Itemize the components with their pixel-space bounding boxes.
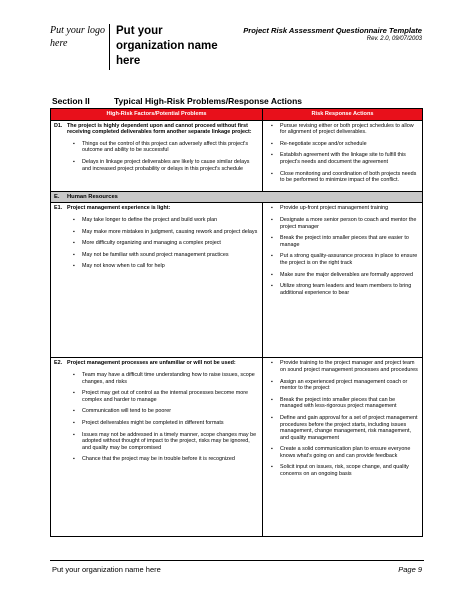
page-number: Page 9 <box>398 565 422 574</box>
question-text: Project management processes are unfamiliar or will not be used: <box>67 360 236 367</box>
document-revision: Rev. 2.0, 09/07/2003 <box>366 36 422 42</box>
list-item: ▪ Create a solid communication plan to ensure everyone knows what's going on and can provide feedback <box>266 446 419 459</box>
list-item: ▪ Designate a more senior person to coach and mentor the project manager <box>266 217 419 230</box>
question-d1 <box>54 123 259 136</box>
section-title: Typical High-Risk Problems/Response Actions <box>114 96 302 106</box>
footer-divider <box>50 560 424 561</box>
list-item: ▪ Close monitoring and coordination of both projects needs to be performed to minimize impact of the conflict. <box>266 171 419 184</box>
list-item: ▪ Delays in linkage project deliverables are likely to cause similar delays and increased project probability or delays in this project's schedule <box>54 159 259 172</box>
list-item: ▪ Chance that the project may be in trouble before it is recognized <box>54 456 259 463</box>
list-item: ▪ Utilize strong team leaders and team members to bring additional experience to bear <box>266 283 419 296</box>
problems-cell <box>51 203 263 358</box>
list-item: ▪ Project deliverables might be completed in different formats <box>54 420 259 427</box>
question-e2 <box>54 360 259 367</box>
list-item: ▪ Re-negotiate scope and/or schedule <box>266 141 419 148</box>
list-item: ▪ More difficulty organizing and managing a complex project <box>54 240 259 247</box>
list-item: ▪ Solicit input on issues, risk, scope change, and quality concerns on an ongoing basis <box>266 464 419 477</box>
question-number: E1. <box>54 205 63 212</box>
table-row-e1 <box>51 203 423 358</box>
footer-organization-name: Put your organization name here <box>52 565 161 574</box>
list-item: ▪ Provide up-front project management training <box>266 205 419 212</box>
section-row-title: Human Resources <box>67 193 118 200</box>
question-e1 <box>54 205 259 212</box>
list-item: ▪ Communication will tend to be poorer <box>54 408 259 415</box>
table-row-e2 <box>51 358 423 537</box>
list-item: ▪ Issues may not be addressed in a timely manner, scope changes may be adopted without thought of impact to the project, risks may be ignored, and quality may be compromised <box>54 432 259 452</box>
list-item: ▪ May not know when to call for help <box>54 263 259 270</box>
logo-placeholder: Put your logo here <box>50 25 105 49</box>
list-item: ▪ Team may have a difficult time understanding how to raise issues, scope changes, and risks <box>54 372 259 385</box>
problems-cell <box>51 358 263 537</box>
table-header-row <box>51 109 423 121</box>
list-item: ▪ Establish agreement with the linkage site to fulfill this project's needs and document the agreement <box>266 152 419 165</box>
list-item: ▪ Provide training to the project manager and project team on sound project management processes and procedures <box>266 360 419 373</box>
list-item: ▪ Assign an experienced project management coach or mentor to the project <box>266 379 419 392</box>
list-item: ▪ Define and gain approval for a set of project management procedures before the project starts, including issues management, change management, risk management, and quality management <box>266 415 419 441</box>
question-number: E2. <box>54 360 63 367</box>
question-text: The project is highly dependent upon and cannot proceed without first receiving completed deliverables form another separate linkage project: <box>67 122 252 136</box>
list-item: ▪ Pursue revising either or both project schedules to allow for alignment of project deliverables. <box>266 123 419 136</box>
organization-name-placeholder: Put your organization name here <box>109 24 223 70</box>
actions-cell <box>263 120 423 191</box>
risk-table <box>50 108 423 537</box>
section-number: Section II <box>52 96 90 106</box>
actions-cell <box>263 358 423 537</box>
table-row-d1 <box>51 120 423 191</box>
list-item: ▪ May take longer to define the project and build work plan <box>54 217 259 224</box>
list-item: ▪ Project may get out of control as the internal processes become more complex and harder to manage <box>54 390 259 403</box>
section-row-human-resources <box>51 191 423 203</box>
question-text: Project management experience is light: <box>67 205 171 212</box>
column-header-actions: Risk Response Actions <box>263 109 423 121</box>
list-item: ▪ May make more mistakes in judgment, causing rework and project delays <box>54 229 259 236</box>
section-letter: E. <box>54 193 60 200</box>
column-header-problems: High-Risk Factors/Potential Problems <box>51 109 263 121</box>
problems-cell <box>51 120 263 191</box>
section-heading <box>52 96 302 106</box>
list-item: ▪ Break the project into smaller pieces that are easier to manage <box>266 235 419 248</box>
document-title: Project Risk Assessment Questionnaire Template <box>243 26 422 35</box>
list-item: ▪ Break the project into smaller pieces that can be managed with less-rigorous project management <box>266 397 419 410</box>
list-item: ▪ Make sure the major deliverables are formally approved <box>266 272 419 279</box>
actions-cell <box>263 203 423 358</box>
list-item: ▪ Put a strong quality-assurance process in place to ensure the project is on the right track <box>266 253 419 266</box>
list-item: ▪ Things out the control of this project can adversely affect this project's outcome and ability to be successful <box>54 141 259 154</box>
list-item: ▪ May not be familiar with sound project management practices <box>54 252 259 259</box>
question-number: D1. <box>54 122 63 129</box>
